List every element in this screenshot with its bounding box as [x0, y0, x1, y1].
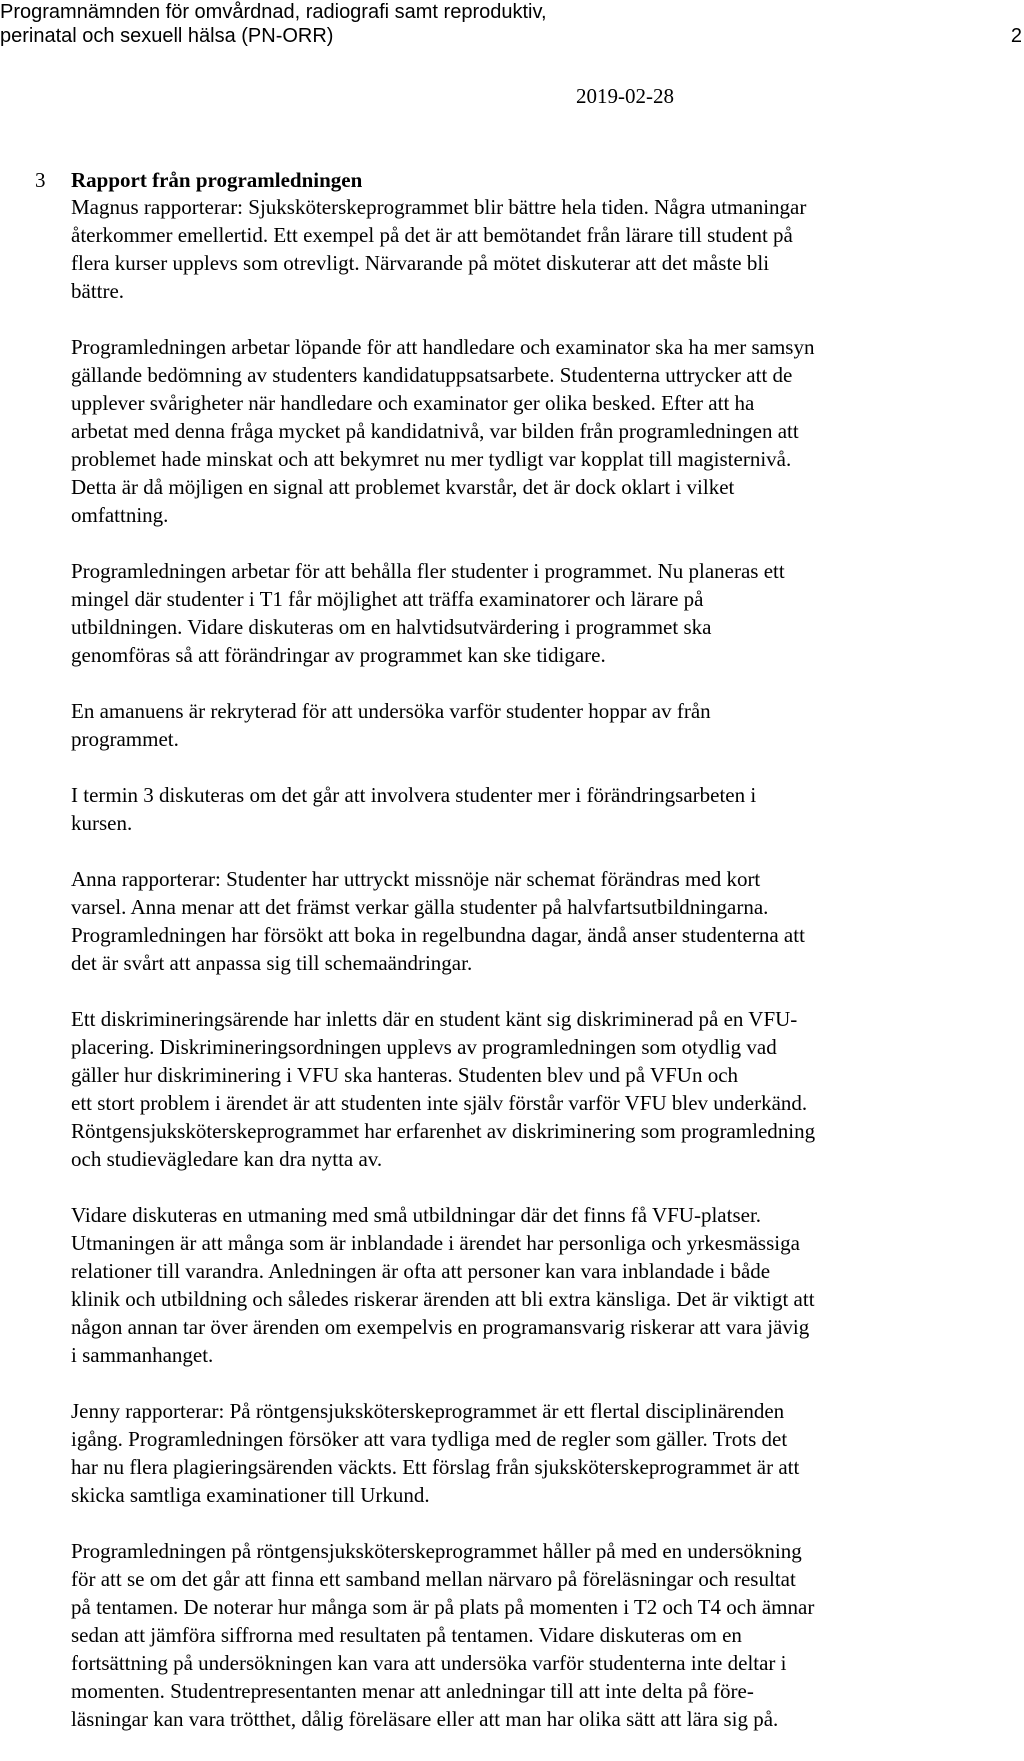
paragraph-line: klinik och utbildning och således riskerar ärenden att bli extra känsliga. Det är viktigt att	[71, 1287, 815, 1311]
paragraph-line: Vidare diskuteras en utmaning med små utbildningar där det finns få VFU-platser.	[71, 1203, 762, 1227]
paragraph-3	[71, 557, 981, 669]
paragraph-line: i sammanhanget.	[71, 1343, 214, 1367]
paragraph-line: Utmaningen är att många som är inblandade i ärendet har personliga och yrkesmässiga	[71, 1231, 800, 1255]
meeting-date: 2019-02-28	[576, 84, 674, 108]
paragraph-line: har nu flera plagieringsärenden väckts. Ett förslag från sjuksköterskeprogrammet är att	[71, 1455, 800, 1479]
paragraph-7	[71, 1005, 981, 1173]
paragraph-5	[71, 781, 981, 837]
paragraph-4	[71, 697, 981, 753]
paragraph-line: upplever svårigheter när handledare och examinator ger olika besked. Efter att ha	[71, 391, 755, 415]
paragraph-line: Detta är då möjligen en signal att problemet kvarstår, det är dock oklart i vilket	[71, 475, 735, 499]
paragraph-line: Anna rapporterar: Studenter har uttryckt missnöje när schemat förändras med kort	[71, 867, 761, 891]
paragraph-line: varsel. Anna menar att det främst verkar gälla studenter på halvfartsutbildningarna.	[71, 895, 769, 919]
paragraph-line: sedan att jämföra siffrorna med resultaten på tentamen. Vidare diskuteras om en	[71, 1623, 742, 1647]
paragraph-1	[71, 193, 981, 305]
paragraph-line: arbetat med denna fråga mycket på kandidatnivå, var bilden från programledningen att	[71, 419, 799, 443]
paragraph-line: igång. Programledningen försöker att vara tydliga med de regler som gäller. Trots det	[71, 1427, 788, 1451]
paragraph-line: ett stort problem i ärendet är att studenten inte själv förstår varför VFU blev underkänd.	[71, 1091, 808, 1115]
paragraph-line: på tentamen. De noterar hur många som är på plats på momenten i T2 och T4 och ämnar	[71, 1595, 815, 1619]
paragraph-line: kursen.	[71, 811, 133, 835]
paragraph-line: genomföras så att förändringar av programmet kan ske tidigare.	[71, 643, 606, 667]
paragraph-line: återkommer emellertid. Ett exempel på det är att bemötandet från lärare till student på	[71, 223, 793, 247]
paragraph-line: det är svårt att anpassa sig till schemaändringar.	[71, 951, 473, 975]
header-line-1: Programnämnden för omvårdnad, radiografi samt reproduktiv,	[0, 1, 547, 23]
paragraph-line: programmet.	[71, 727, 179, 751]
paragraph-line: Programledningen arbetar för att behålla fler studenter i programmet. Nu planeras ett	[71, 559, 785, 583]
paragraph-line: för att se om det går att finna ett samband mellan närvaro på föreläsningar och resultat	[71, 1567, 796, 1591]
section-title: Rapport från programledningen	[71, 168, 363, 192]
paragraph-line: Programledningen arbetar löpande för att handledare och examinator ska ha mer samsyn	[71, 335, 815, 359]
paragraph-line: I termin 3 diskuteras om det går att involvera studenter mer i förändringsarbeten i	[71, 783, 757, 807]
section-body	[71, 193, 981, 1733]
header-line-2: perinatal och sexuell hälsa (PN-ORR)	[0, 25, 334, 47]
paragraph-line: fortsättning på undersökningen kan vara att undersöka varför studenterna inte deltar i	[71, 1651, 787, 1675]
paragraph-line: Magnus rapporterar: Sjuksköterskeprogrammet blir bättre hela tiden. Några utmaningar	[71, 195, 807, 219]
paragraph-line: relationer till varandra. Anledningen är ofta att personer kan vara inblandade i både	[71, 1259, 771, 1283]
paragraph-line: utbildningen. Vidare diskuteras om en halvtidsutvärdering i programmet ska	[71, 615, 712, 639]
paragraph-line: flera kurser upplevs som otrevligt. Närvarande på mötet diskuterar att det måste bli	[71, 251, 770, 275]
paragraph-8	[71, 1201, 981, 1369]
paragraph-line: momenten. Studentrepresentanten menar att anledningar till att inte delta på före-	[71, 1679, 754, 1703]
paragraph-line: Ett diskrimineringsärende har inletts där en student känt sig diskriminerad på en VFU-	[71, 1007, 798, 1031]
paragraph-9	[71, 1397, 981, 1509]
paragraph-line: gäller hur diskriminering i VFU ska hanteras. Studenten blev und på VFUn och	[71, 1063, 739, 1087]
paragraph-line: Programledningen har försökt att boka in regelbundna dagar, ändå anser studenterna att	[71, 923, 805, 947]
paragraph-line: skicka samtliga examinationer till Urkund.	[71, 1483, 430, 1507]
paragraph-line: Programledningen på röntgensjuksköterskeprogrammet håller på med en undersökning	[71, 1539, 802, 1563]
paragraph-6	[71, 865, 981, 977]
paragraph-line: läsningar kan vara trötthet, dålig föreläsare eller att man har olika sätt att lära sig på.	[71, 1707, 779, 1731]
paragraph-line: En amanuens är rekryterad för att undersöka varför studenter hoppar av från	[71, 699, 711, 723]
section-report	[71, 167, 981, 1761]
paragraph-line: Jenny rapporterar: På röntgensjuksköterskeprogrammet är ett flertal disciplinärenden	[71, 1399, 785, 1423]
paragraph-10	[71, 1537, 981, 1733]
paragraph-line: och studievägledare kan dra nytta av.	[71, 1147, 383, 1171]
paragraph-line: problemet hade minskat och att bekymret nu mer tydligt var kopplat till magisternivå.	[71, 447, 792, 471]
paragraph-line: Röntgensjuksköterskeprogrammet har erfarenhet av diskriminering som programledning	[71, 1119, 816, 1143]
section-number: 3	[35, 168, 46, 192]
paragraph-line: mingel där studenter i T1 får möjlighet att träffa examinatorer och lärare på	[71, 587, 704, 611]
paragraph-line: placering. Diskrimineringsordningen upplevs av programledningen som otydlig vad	[71, 1035, 777, 1059]
paragraph-line: gällande bedömning av studenters kandidatuppsatsarbete. Studenterna uttrycker att de	[71, 363, 793, 387]
paragraph-line: någon annan tar över ärenden om exempelvis en programansvarig riskerar att vara jävig	[71, 1315, 810, 1339]
paragraph-2	[71, 333, 981, 529]
paragraph-line: bättre.	[71, 279, 125, 303]
paragraph-line: omfattning.	[71, 503, 169, 527]
page-number: 2	[1010, 25, 1022, 47]
